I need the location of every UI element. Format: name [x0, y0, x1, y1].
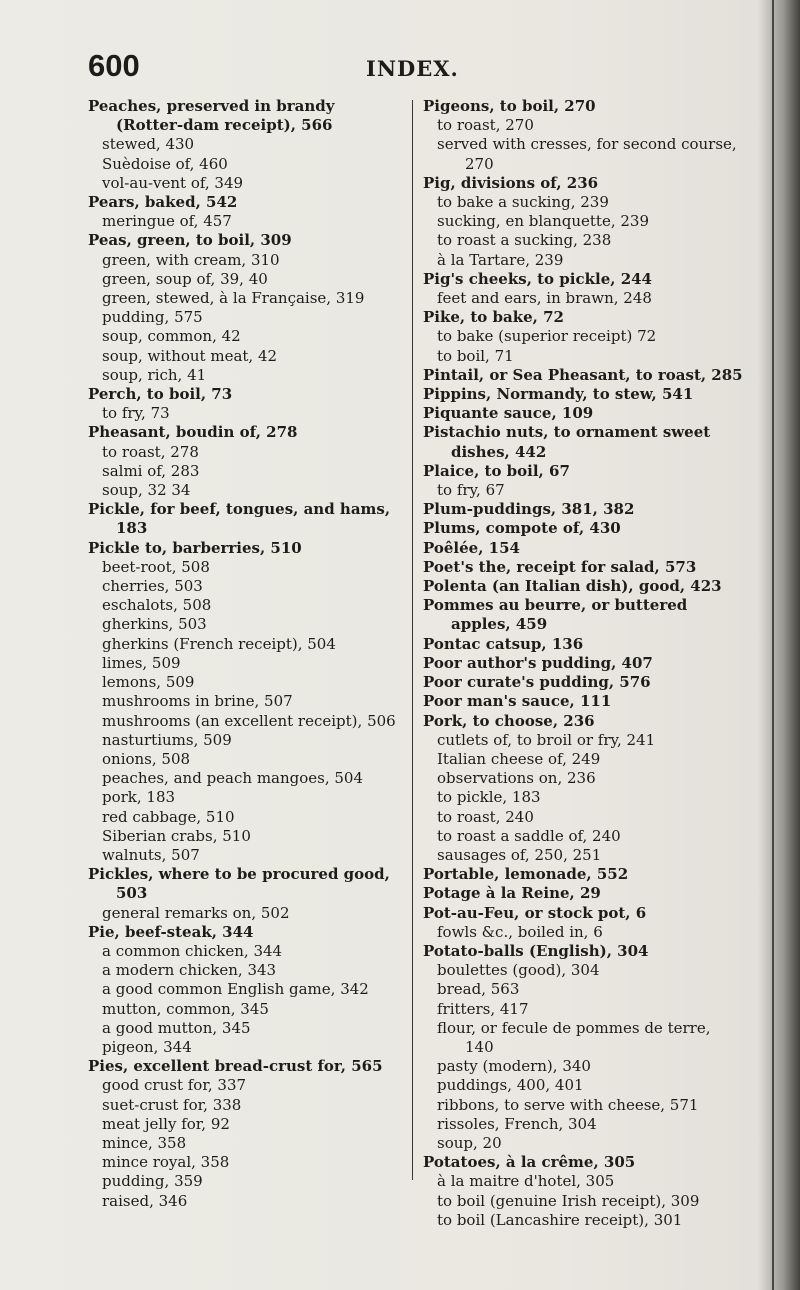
- index-entry: Pommes au beurre, or buttered apples, 459: [423, 596, 688, 634]
- index-entry: Pig's cheeks, to pickle, 244: [423, 269, 652, 288]
- index-subentry: suet-crust for, 338: [102, 1095, 242, 1114]
- index-entry: Portable, lemonade, 552: [423, 865, 629, 884]
- index-entry: Pistachio nuts, to ornament sweet dishes, 442: [423, 423, 711, 461]
- index-subentry: ribbons, to serve with cheese, 571: [437, 1095, 699, 1114]
- index-subentry: mushrooms (an excellent receipt), 506: [102, 711, 396, 730]
- index-subentry: to boil, 71: [437, 346, 514, 365]
- index-entry: Plaice, to boil, 67: [423, 461, 570, 480]
- index-entry: Poor curate's pudding, 576: [423, 673, 651, 692]
- index-entry: Pickle, for beef, tongues, and hams, 183: [88, 500, 391, 538]
- index-subentry: to bake a sucking, 239: [437, 193, 609, 212]
- index-entry: Pig, divisions of, 236: [423, 173, 599, 192]
- index-subentry: gherkins (French receipt), 504: [102, 634, 336, 653]
- index-entry: Poor man's sauce, 111: [423, 692, 612, 711]
- index-subentry: to fry, 67: [437, 481, 505, 500]
- index-subentry: puddings, 400, 401: [437, 1076, 584, 1095]
- index-subentry: mince royal, 358: [102, 1153, 230, 1172]
- index-subentry: to roast, 270: [437, 116, 534, 135]
- index-entry: Pie, beef-steak, 344: [88, 922, 254, 941]
- index-subentry: walnuts, 507: [102, 845, 200, 864]
- index-entry: Pippins, Normandy, to stew, 541: [423, 385, 694, 404]
- index-subentry: to fry, 73: [102, 404, 170, 423]
- page-edge-line: [772, 0, 774, 1290]
- index-subentry: beet-root, 508: [102, 557, 210, 576]
- index-subentry: soup, common, 42: [102, 327, 241, 346]
- index-subentry: gherkins, 503: [102, 615, 207, 634]
- index-subentry: soup, 20: [437, 1133, 502, 1152]
- index-subentry: eschalots, 508: [102, 596, 212, 615]
- index-subentry: bread, 563: [437, 980, 520, 999]
- index-entry: Pike, to bake, 72: [423, 308, 564, 327]
- index-subentry: meringue of, 457: [102, 212, 232, 231]
- index-entry: Perch, to boil, 73: [88, 385, 233, 404]
- index-column-left: [88, 97, 406, 1211]
- index-subentry: fritters, 417: [437, 999, 529, 1018]
- index-subentry: a common chicken, 344: [102, 941, 283, 960]
- index-subentry: limes, 509: [102, 653, 181, 672]
- index-entry: Poet's the, receipt for salad, 573: [423, 557, 697, 576]
- index-entry: Plum-puddings, 381, 382: [423, 500, 635, 519]
- index-subentry: Suèdoise of, 460: [102, 154, 228, 173]
- index-entry: Peas, green, to boil, 309: [88, 231, 292, 250]
- index-subentry: a good mutton, 345: [102, 1018, 251, 1037]
- index-subentry: pork, 183: [102, 788, 176, 807]
- index-subentry: cutlets of, to broil or fry, 241: [437, 730, 656, 749]
- index-subentry: to boil (genuine Irish receipt), 309: [437, 1191, 700, 1210]
- page-edge-shadow: [758, 0, 800, 1290]
- index-subentry: served with cresses, for second course, 270: [437, 135, 737, 173]
- index-entry: Plums, compote of, 430: [423, 519, 621, 538]
- index-subentry: soup, without meat, 42: [102, 346, 278, 365]
- index-entry: Poêlée, 154: [423, 538, 520, 557]
- index-subentry: onions, 508: [102, 749, 191, 768]
- index-entry: Pork, to choose, 236: [423, 711, 595, 730]
- index-subentry: to roast, 240: [437, 807, 534, 826]
- index-subentry: general remarks on, 502: [102, 903, 290, 922]
- index-subentry: rissoles, French, 304: [437, 1114, 597, 1133]
- index-column-right: [423, 97, 743, 1230]
- index-subentry: feet and ears, in brawn, 248: [437, 289, 652, 308]
- index-subentry: red cabbage, 510: [102, 807, 235, 826]
- page-header: [88, 48, 728, 88]
- index-subentry: to roast a sucking, 238: [437, 231, 612, 250]
- index-subentry: pasty (modern), 340: [437, 1057, 591, 1076]
- index-subentry: sucking, en blanquette, 239: [437, 212, 649, 231]
- index-entry: Pot-au-Feu, or stock pot, 6: [423, 903, 647, 922]
- index-subentry: to pickle, 183: [437, 788, 541, 807]
- index-subentry: green, stewed, à la Française, 319: [102, 289, 365, 308]
- index-entry: Polenta (an Italian dish), good, 423: [423, 577, 722, 596]
- index-entry: Pickle to, barberries, 510: [88, 538, 302, 557]
- index-subentry: cherries, 503: [102, 577, 203, 596]
- running-head: INDEX.: [366, 56, 459, 81]
- index-subentry: stewed, 430: [102, 135, 195, 154]
- column-divider: [412, 100, 413, 1180]
- index-subentry: pudding, 359: [102, 1172, 203, 1191]
- index-subentry: observations on, 236: [437, 769, 596, 788]
- index-entry: Peaches, preserved in brandy (Rotter-dam receipt), 566: [88, 97, 335, 135]
- index-subentry: to boil (Lancashire receipt), 301: [437, 1210, 683, 1229]
- index-subentry: à la Tartare, 239: [437, 250, 564, 269]
- index-subentry: mince, 358: [102, 1133, 187, 1152]
- index-subentry: to roast, 278: [102, 442, 199, 461]
- index-subentry: a good common English game, 342: [102, 980, 369, 999]
- index-subentry: pigeon, 344: [102, 1037, 192, 1056]
- index-subentry: boulettes (good), 304: [437, 961, 600, 980]
- index-subentry: raised, 346: [102, 1191, 188, 1210]
- index-subentry: fowls &c., boiled in, 6: [437, 922, 603, 941]
- index-entry: Pigeons, to boil, 270: [423, 97, 596, 115]
- index-subentry: vol-au-vent of, 349: [102, 173, 244, 192]
- index-subentry: flour, or fecule de pommes de terre, 140: [437, 1018, 711, 1056]
- index-subentry: Italian cheese of, 249: [437, 749, 601, 768]
- index-entry: Pickles, where to be procured good, 503: [88, 865, 390, 903]
- index-subentry: nasturtiums, 509: [102, 730, 232, 749]
- index-subentry: soup, 32 34: [102, 481, 191, 500]
- index-entry: Potatoes, à la crême, 305: [423, 1153, 636, 1172]
- index-subentry: green, with cream, 310: [102, 250, 280, 269]
- index-entry: Potage à la Reine, 29: [423, 884, 601, 903]
- index-subentry: a modern chicken, 343: [102, 961, 277, 980]
- index-subentry: soup, rich, 41: [102, 365, 207, 384]
- index-subentry: à la maitre d'hotel, 305: [437, 1172, 615, 1191]
- index-entry: Pintail, or Sea Pheasant, to roast, 285: [423, 365, 743, 384]
- index-subentry: mutton, common, 345: [102, 999, 269, 1018]
- index-entry: Pheasant, boudin of, 278: [88, 423, 298, 442]
- index-entry: Poor author's pudding, 407: [423, 653, 653, 672]
- index-subentry: pudding, 575: [102, 308, 203, 327]
- index-subentry: to roast a saddle of, 240: [437, 826, 621, 845]
- index-entry: Pies, excellent bread-crust for, 565: [88, 1057, 383, 1076]
- index-subentry: meat jelly for, 92: [102, 1114, 230, 1133]
- index-subentry: salmi of, 283: [102, 461, 200, 480]
- index-subentry: mushrooms in brine, 507: [102, 692, 293, 711]
- index-subentry: peaches, and peach mangoes, 504: [102, 769, 364, 788]
- index-entry: Piquante sauce, 109: [423, 404, 594, 423]
- index-subentry: good crust for, 337: [102, 1076, 247, 1095]
- index-entry: Pontac catsup, 136: [423, 634, 584, 653]
- index-subentry: sausages of, 250, 251: [437, 845, 602, 864]
- index-subentry: lemons, 509: [102, 673, 195, 692]
- page-number: 600: [88, 48, 140, 83]
- index-subentry: to bake (superior receipt) 72: [437, 327, 657, 346]
- index-subentry: Siberian crabs, 510: [102, 826, 251, 845]
- index-entry: Potato-balls (English), 304: [423, 941, 649, 960]
- index-entry: Pears, baked, 542: [88, 193, 238, 212]
- index-subentry: green, soup of, 39, 40: [102, 269, 268, 288]
